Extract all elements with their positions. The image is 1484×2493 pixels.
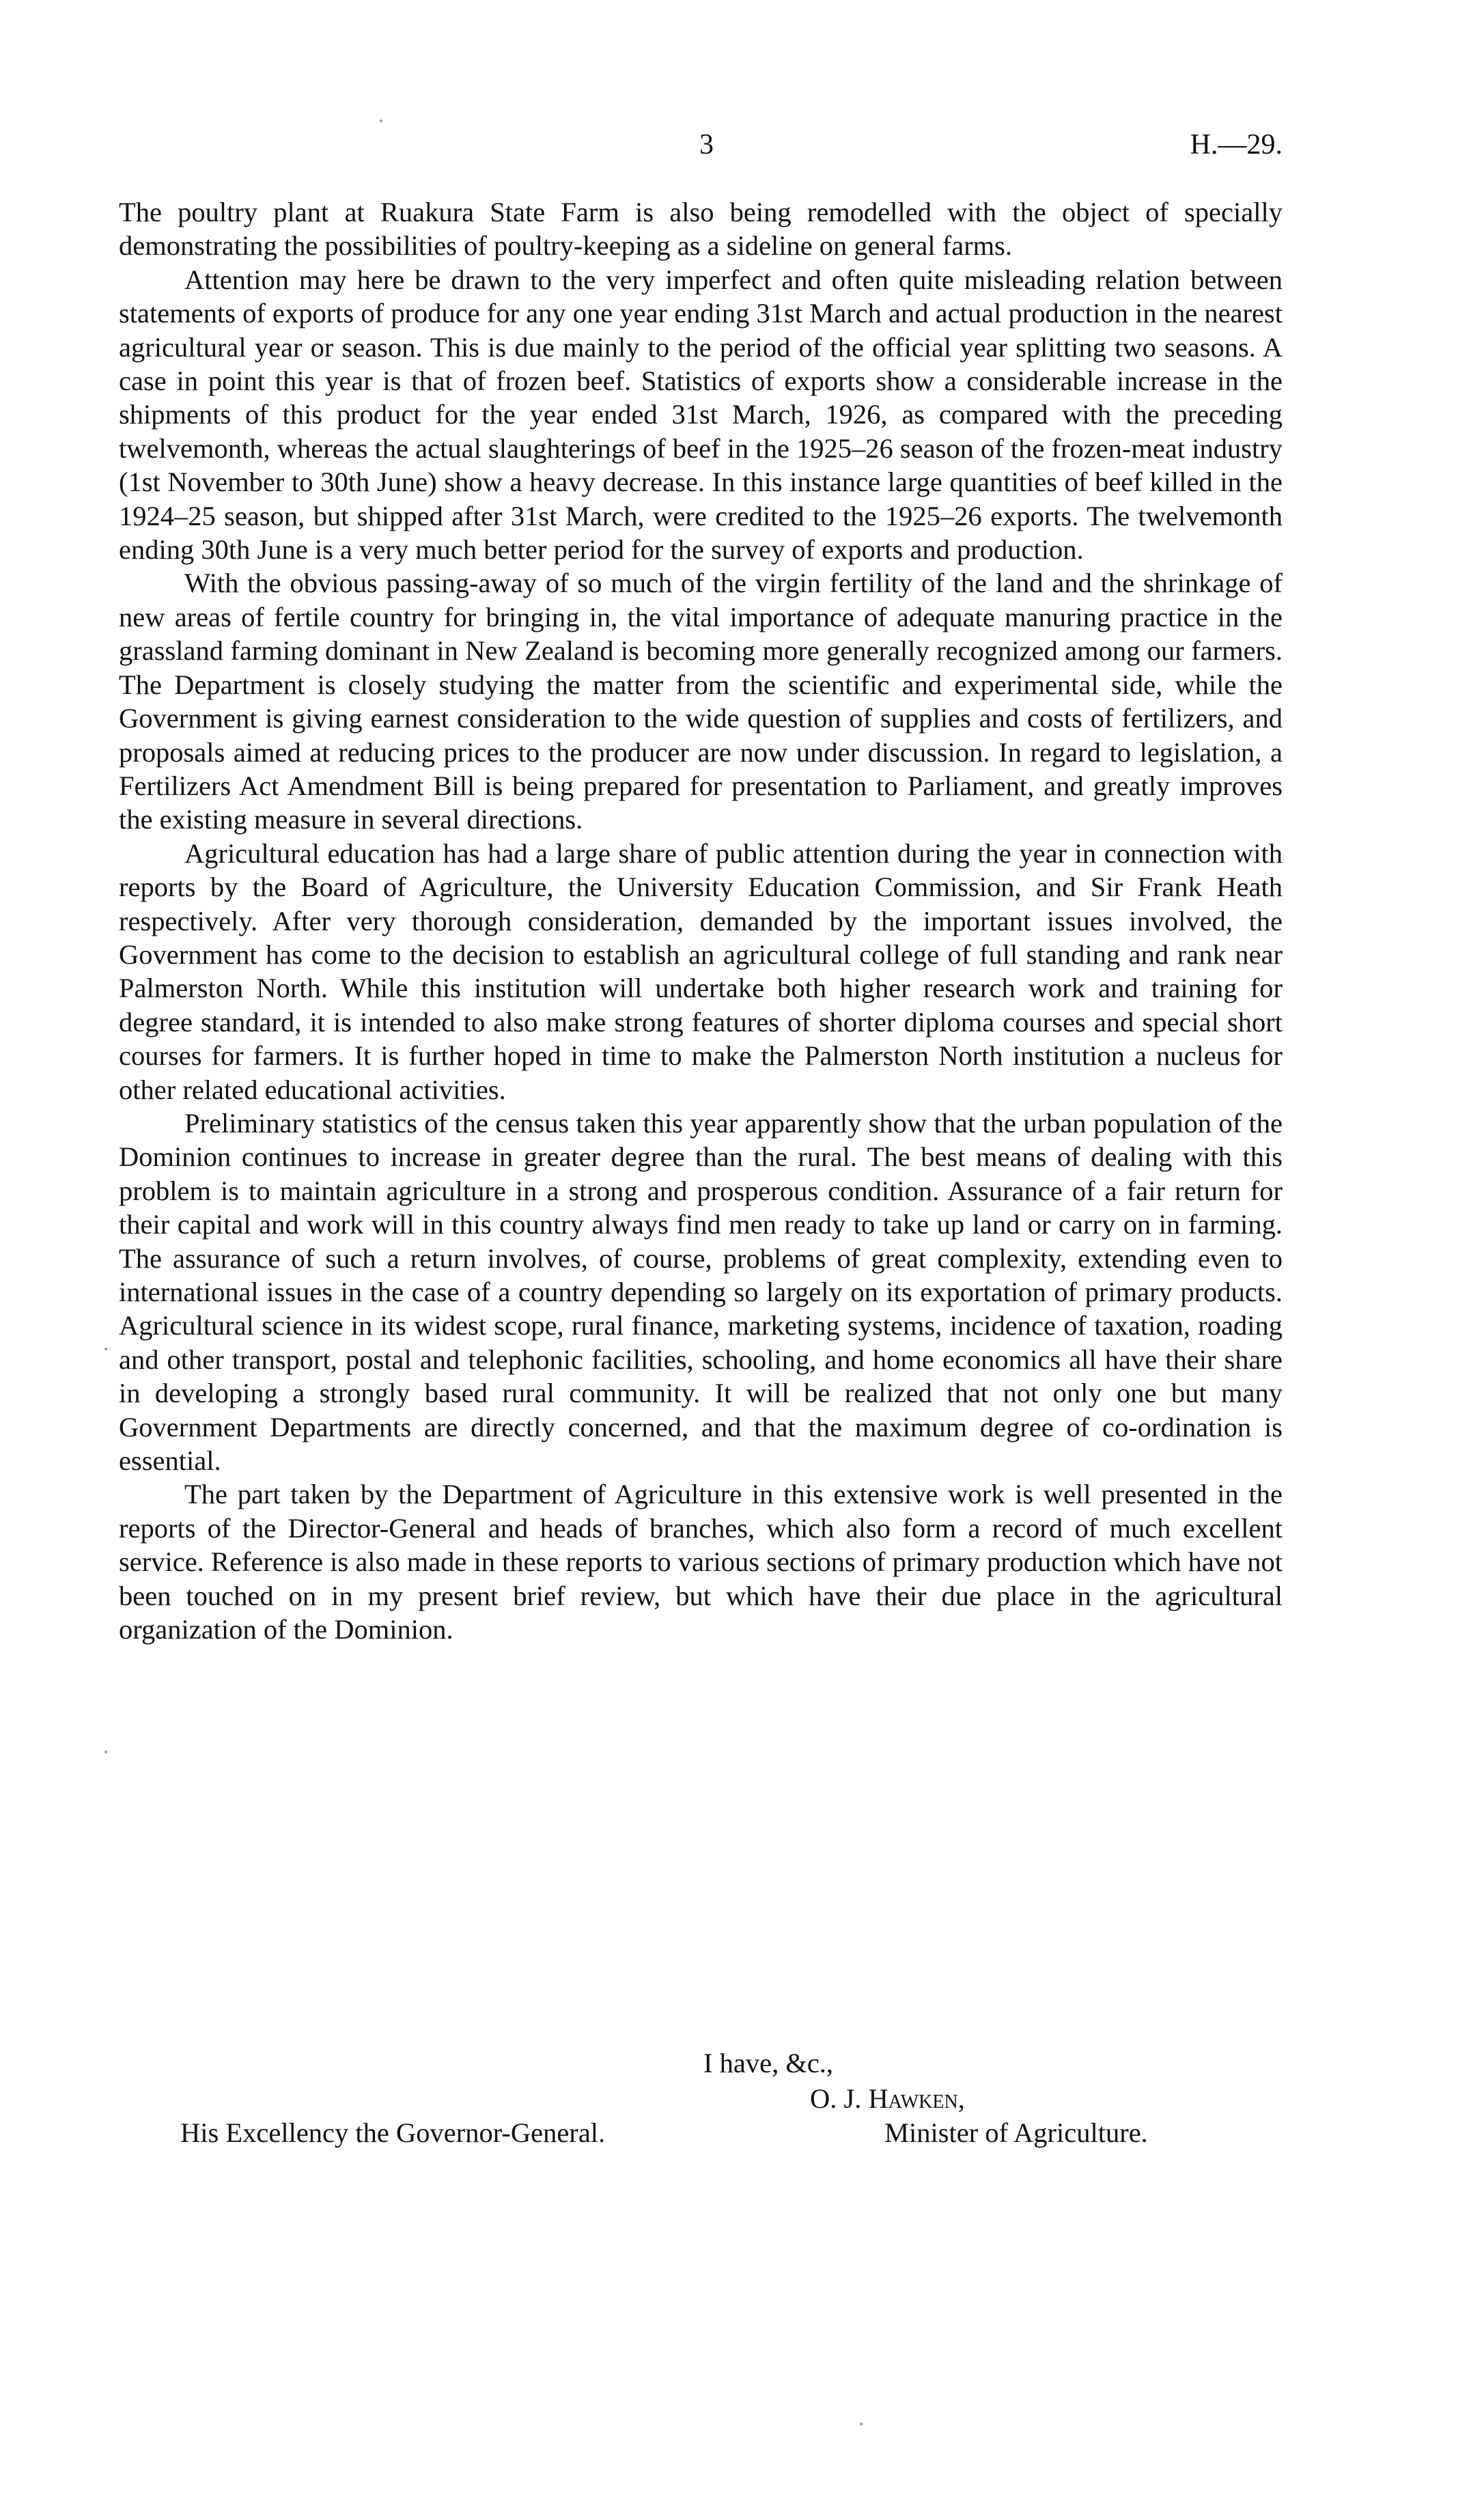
paragraph-exports-statistics: Attention may here be drawn to the very imperfect and often quite misleading relation between statements of exports of produce for any one year ending 31st March and actual production in the nearest agricultural year or season. This is due mainly to the period of the official year splitting two seasons. A case in point this year is that of frozen beef. Statistics of exports show a considerable increase in the shipments of this product for the year ended 31st March, 1926, as compared with the preceding twelvemonth, whereas the actual slaughterings of beef in the 1925–26 season of the frozen-meat industry (1st November to 30th June) show a heavy decrease. In this instance large quantities of beef killed in the 1924–25 season, but shipped after 31st March, were credited to the 1925–26 exports. The twelvemonth ending 30th June is a very much better period for the survey of exports and production. — [119, 264, 1283, 566]
page-speck — [380, 120, 382, 122]
page-header — [119, 128, 1283, 169]
page-speck — [860, 2423, 863, 2425]
paragraph-manuring-practice: With the obvious passing-away of so much of the virgin fertility of the land and the shrinkage of new areas of fertile country for bringing in, the vital importance of adequate manuring practice in the grassland farming dominant in New Zealand is becoming more generally recognized among our farmers. The Department is closely studying the matter from the scientific and experimental side, while the Government is giving earnest consideration to the wide question of supplies and costs of fertilizers, and proposals aimed at reducing prices to the producer are now under discussion. In regard to legislation, a Fertilizers Act Amendment Bill is being prepared for presentation to Parliament, and greatly improves the existing measure in several directions. — [119, 568, 1283, 835]
salutation: I have, &c., — [703, 2048, 834, 2078]
paragraph-census-statistics: Preliminary statistics of the census taken this year apparently show that the urban population of the Dominion continues to increase in greater degree than the rural. The best means of dealing with this problem is to maintain agriculture in a strong and prosperous condition. Assurance of a fair return for their capital and work will in this country always find men ready to take up land or carry on in farming. The assurance of such a return involves, of course, problems of great complexity, extending even to international issues in the case of a country depending so largely on its exportation of primary products. Agricultural science in its widest scope, rural finance, marketing systems, incidence of taxation, roading and other transport, postal and telephonic facilities, schooling, and home economics all have their share in developing a strongly based rural community. It will be realized that not only one but many Government Departments are directly concerned, and that the maximum degree of co-ordination is essential. — [119, 1107, 1283, 1477]
paragraph-department-reports: The part taken by the Department of Agriculture in this extensive work is well presented in the reports of the Director-General and heads of branches, which also form a record of much excellent service. Reference is also made in these reports to various sections of primary production which have not been touched on in my present brief review, but which have their due place in the agricultural organization of the Dominion. — [119, 1479, 1283, 1645]
page-speck — [104, 1751, 107, 1753]
addressee: His Excellency the Governor-General. — [180, 2117, 606, 2148]
letter-closing — [119, 2047, 1283, 2156]
page-speck — [104, 1348, 107, 1350]
document-reference: H.—29. — [1190, 129, 1283, 161]
signatory-title: Minister of Agriculture. — [884, 2117, 1148, 2148]
signatory-name: O. J. Hawken, — [810, 2083, 965, 2114]
page-number: 3 — [699, 129, 714, 161]
paragraph-agricultural-education: Agricultural education has had a large share of public attention during the year in connection with reports by the Board of Agriculture, the University Education Commission, and Sir Frank Heath respectively. After very thorough consideration, demanded by the important issues involved, the Government has come to the decision to establish an agricultural college of full standing and rank near Palmerston North. While this institution will undertake both higher research work and training for degree standard, it is intended to also make strong features of shorter diploma courses and special short courses for farmers. It is further hoped in time to make the Palmerston North institution a nucleus for other related educational activities. — [119, 837, 1283, 1105]
body-text — [119, 195, 1283, 1646]
paragraph-poultry-plant: The poultry plant at Ruakura State Farm is also being remodelled with the object of specially demonstrating the possibilities of poultry-keeping as a sideline on general farms. — [119, 197, 1283, 262]
